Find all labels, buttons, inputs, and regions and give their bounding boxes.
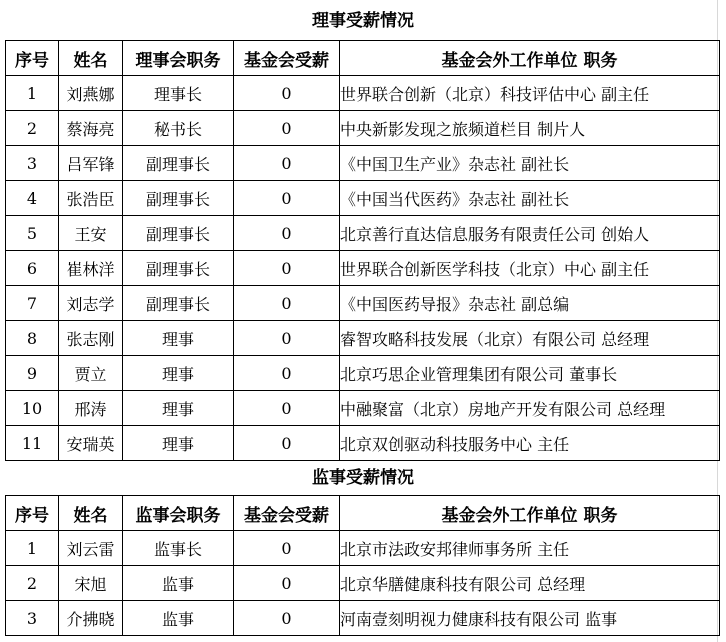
cell-salary: 0 — [234, 251, 340, 286]
cell-name: 张浩臣 — [59, 181, 123, 216]
table-row — [6, 601, 720, 636]
cell-name: 崔林洋 — [59, 251, 123, 286]
cell-position: 监事长 — [123, 531, 234, 566]
table-row — [6, 391, 720, 426]
cell-seq: 7 — [6, 286, 59, 321]
header-name: 姓名 — [59, 41, 123, 76]
cell-salary: 0 — [234, 286, 340, 321]
cell-external-job: 中央新影发现之旅频道栏目 制片人 — [340, 111, 720, 146]
header-position: 理事会职务 — [123, 41, 234, 76]
cell-external-job: 中融聚富（北京）房地产开发有限公司 总经理 — [340, 391, 720, 426]
cell-salary: 0 — [234, 391, 340, 426]
cell-name: 宋旭 — [59, 566, 123, 601]
header-external-job: 基金会外工作单位 职务 — [340, 496, 720, 531]
cell-name: 刘志学 — [59, 286, 123, 321]
cell-seq: 8 — [6, 321, 59, 356]
cell-salary: 0 — [234, 181, 340, 216]
cell-salary: 0 — [234, 356, 340, 391]
cell-external-job: 《中国卫生产业》杂志社 副社长 — [340, 146, 720, 181]
cell-seq: 5 — [6, 216, 59, 251]
cell-seq: 3 — [6, 146, 59, 181]
cell-position: 理事 — [123, 356, 234, 391]
cell-salary: 0 — [234, 216, 340, 251]
cell-seq: 10 — [6, 391, 59, 426]
cell-name: 吕军锋 — [59, 146, 123, 181]
cell-external-job: 北京市法政安邦律师事务所 主任 — [340, 531, 720, 566]
table-row — [6, 146, 720, 181]
cell-seq: 3 — [6, 601, 59, 636]
cell-position: 监事 — [123, 566, 234, 601]
header-position: 监事会职务 — [123, 496, 234, 531]
table-row — [6, 111, 720, 146]
cell-salary: 0 — [234, 111, 340, 146]
cell-position: 理事长 — [123, 76, 234, 111]
cell-position: 副理事长 — [123, 251, 234, 286]
cell-external-job: 北京善行直达信息服务有限责任公司 创始人 — [340, 216, 720, 251]
supervisor-salary-title: 监事受薪情况 — [312, 468, 414, 488]
cell-salary: 0 — [234, 566, 340, 601]
cell-external-job: 世界联合创新（北京）科技评估中心 副主任 — [340, 76, 720, 111]
cell-position: 理事 — [123, 426, 234, 461]
cell-salary: 0 — [234, 426, 340, 461]
cell-name: 王安 — [59, 216, 123, 251]
cell-seq: 4 — [6, 181, 59, 216]
board-header-row — [6, 41, 720, 76]
table-row — [6, 181, 720, 216]
cell-salary: 0 — [234, 601, 340, 636]
table-row — [6, 321, 720, 356]
cell-name: 安瑞英 — [59, 426, 123, 461]
cell-external-job: 河南壹刻明视力健康科技有限公司 监事 — [340, 601, 720, 636]
cell-name: 蔡海亮 — [59, 111, 123, 146]
cell-seq: 11 — [6, 426, 59, 461]
table-row — [6, 216, 720, 251]
cell-salary: 0 — [234, 146, 340, 181]
cell-name: 邢涛 — [59, 391, 123, 426]
cell-salary: 0 — [234, 76, 340, 111]
cell-position: 副理事长 — [123, 146, 234, 181]
table-row — [6, 251, 720, 286]
cell-external-job: 北京双创驱动科技服务中心 主任 — [340, 426, 720, 461]
header-name: 姓名 — [59, 496, 123, 531]
table-row — [6, 426, 720, 461]
cell-position: 监事 — [123, 601, 234, 636]
cell-position: 副理事长 — [123, 181, 234, 216]
cell-name: 贾立 — [59, 356, 123, 391]
cell-position: 秘书长 — [123, 111, 234, 146]
header-salary: 基金会受薪 — [234, 496, 340, 531]
cell-position: 理事 — [123, 321, 234, 356]
cell-external-job: 睿智攻略科技发展（北京）有限公司 总经理 — [340, 321, 720, 356]
board-salary-title: 理事受薪情况 — [312, 11, 414, 31]
cell-seq: 1 — [6, 531, 59, 566]
table-row — [6, 531, 720, 566]
cell-external-job: 世界联合创新医学科技（北京）中心 副主任 — [340, 251, 720, 286]
supervisor-header-row — [6, 496, 720, 531]
cell-name: 介拂晓 — [59, 601, 123, 636]
cell-external-job: 《中国当代医药》杂志社 副社长 — [340, 181, 720, 216]
cell-seq: 1 — [6, 76, 59, 111]
cell-seq: 9 — [6, 356, 59, 391]
table-row — [6, 286, 720, 321]
table-row — [6, 356, 720, 391]
cell-external-job: 北京巧思企业管理集团有限公司 董事长 — [340, 356, 720, 391]
cell-external-job: 北京华膳健康科技有限公司 总经理 — [340, 566, 720, 601]
cell-seq: 2 — [6, 111, 59, 146]
cell-name: 张志刚 — [59, 321, 123, 356]
cell-name: 刘云雷 — [59, 531, 123, 566]
cell-position: 理事 — [123, 391, 234, 426]
cell-external-job: 《中国医药导报》杂志社 副总编 — [340, 286, 720, 321]
cell-name: 刘燕娜 — [59, 76, 123, 111]
table-row — [6, 566, 720, 601]
cell-position: 副理事长 — [123, 286, 234, 321]
board-salary-table — [5, 40, 720, 461]
supervisor-salary-table — [5, 495, 720, 636]
cell-seq: 6 — [6, 251, 59, 286]
header-seq: 序号 — [6, 41, 59, 76]
cell-position: 副理事长 — [123, 216, 234, 251]
table-row — [6, 76, 720, 111]
cell-salary: 0 — [234, 321, 340, 356]
header-external-job: 基金会外工作单位 职务 — [340, 41, 720, 76]
cell-seq: 2 — [6, 566, 59, 601]
header-salary: 基金会受薪 — [234, 41, 340, 76]
cell-salary: 0 — [234, 531, 340, 566]
header-seq: 序号 — [6, 496, 59, 531]
